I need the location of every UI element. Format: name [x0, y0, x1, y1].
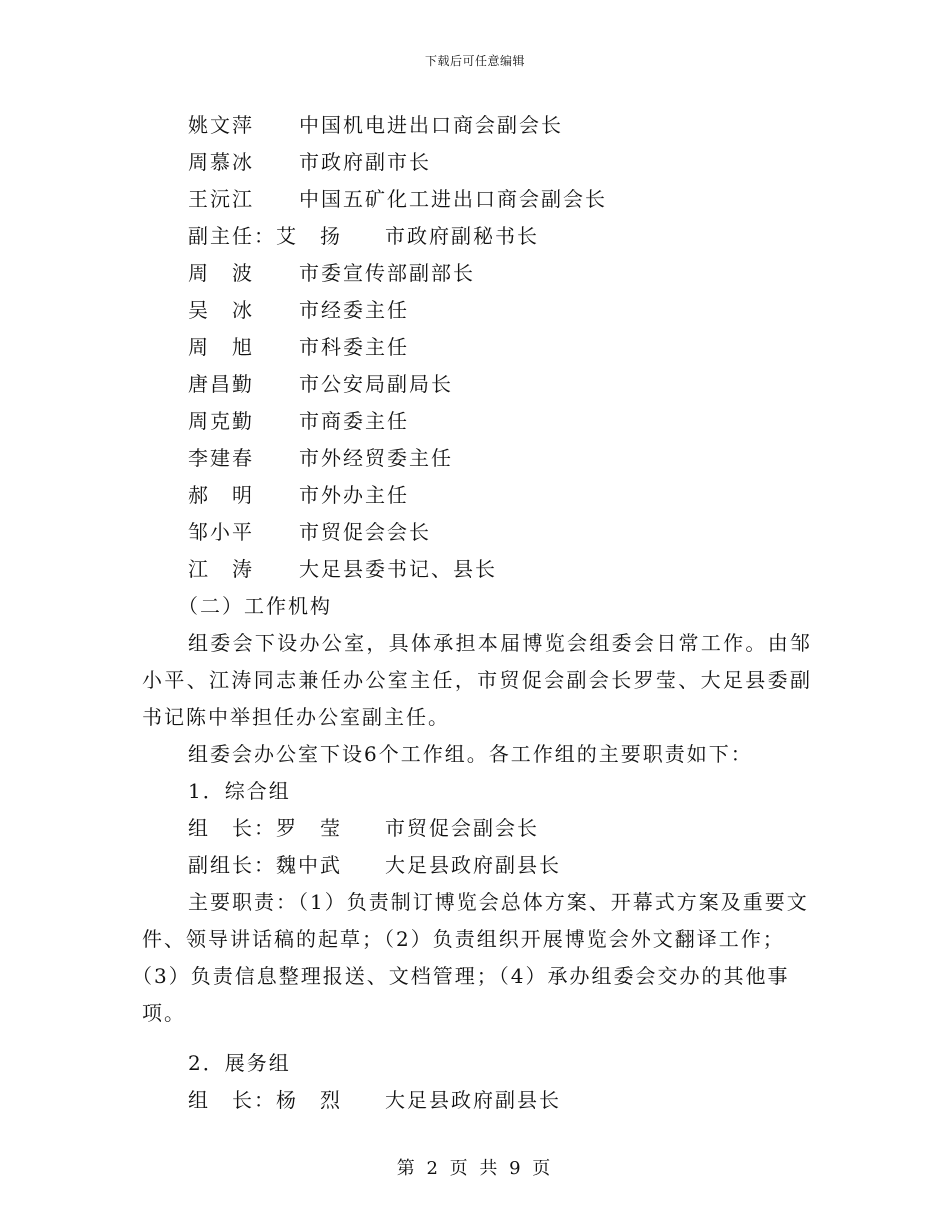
- member-name: 邹小平: [188, 520, 254, 544]
- member-role: 市外办主任: [299, 483, 409, 507]
- member-name: 李建春: [188, 446, 254, 470]
- member-row: [142, 514, 812, 551]
- member-row: [142, 403, 812, 440]
- member-row: [142, 107, 812, 144]
- member-row: [142, 551, 812, 588]
- vice-director-row: [142, 218, 812, 255]
- duties-line: （3）负责信息整理报送、文档管理；（4）承办组委会交办的其他事: [132, 964, 790, 988]
- paragraph-groups-intro: 组委会办公室下设6个工作组。各工作组的主要职责如下：: [188, 742, 753, 766]
- duties-line: 项。: [142, 1001, 186, 1025]
- section-heading: （二）工作机构: [178, 594, 332, 618]
- group-leader-role: 大足县政府副县长: [385, 1088, 561, 1112]
- member-name: 王沅江: [188, 187, 254, 211]
- vice-director-label: 副主任：艾 扬: [188, 224, 342, 248]
- group-leader: 组 长：杨 烈: [188, 1088, 342, 1112]
- member-name: 周克勤: [188, 409, 254, 433]
- group-deputy-row: [142, 847, 812, 884]
- group-deputy-role: 大足县政府副县长: [385, 853, 561, 877]
- document-body: [132, 107, 812, 1119]
- group-leader-role: 市贸促会副会长: [385, 816, 539, 840]
- group-heading: 1．综合组: [188, 779, 291, 803]
- member-row: [142, 440, 812, 477]
- member-role: 市商委主任: [299, 409, 409, 433]
- member-role: 市政府副市长: [299, 150, 431, 174]
- group-deputy: 副组长：魏中武: [188, 853, 342, 877]
- member-row: [142, 144, 812, 181]
- duties-line: 主要职责：（1）负责制订博览会总体方案、开幕式方案及重要文: [188, 890, 809, 914]
- member-role: 市外经贸委主任: [299, 446, 453, 470]
- member-row: [142, 477, 812, 514]
- member-name: 吴 冰: [188, 298, 254, 322]
- member-name: 周慕冰: [188, 150, 254, 174]
- member-name: 姚文萍: [188, 113, 254, 137]
- member-role: 市公安局副局长: [299, 372, 453, 396]
- member-row: [142, 255, 812, 292]
- duties-line: 件、领导讲话稿的起草；（2）负责组织开展博览会外文翻译工作；: [142, 927, 785, 951]
- page-footer: 第 2 页 共 9 页: [396, 1158, 554, 1179]
- member-row: [142, 181, 812, 218]
- member-role: 市贸促会会长: [299, 520, 431, 544]
- member-role: 大足县委书记、县长: [299, 557, 497, 581]
- page-header: 下载后可任意编辑: [424, 54, 525, 68]
- member-role: 市科委主任: [299, 335, 409, 359]
- member-name: 唐昌勤: [188, 372, 254, 396]
- member-row: [142, 329, 812, 366]
- member-role: 中国五矿化工进出口商会副会长: [299, 187, 607, 211]
- group-leader-row: [142, 810, 812, 847]
- member-role: 市经委主任: [299, 298, 409, 322]
- group-leader: 组 长：罗 莹: [188, 816, 342, 840]
- member-role: 市委宣传部副部长: [299, 261, 475, 285]
- member-role: 中国机电进出口商会副会长: [299, 113, 563, 137]
- member-name: 周 波: [188, 261, 254, 285]
- member-row: [142, 366, 812, 403]
- group-heading: 2．展务组: [188, 1051, 291, 1075]
- member-name: 郝 明: [188, 483, 254, 507]
- member-name: 周 旭: [188, 335, 254, 359]
- member-row: [142, 292, 812, 329]
- member-name: 江 涛: [188, 557, 254, 581]
- vice-director-role: 市政府副秘书长: [385, 224, 539, 248]
- paragraph-office: 组委会下设办公室，具体承担本届博览会组委会日常工作。由邹小平、江涛同志兼任办公室主任，市贸促会副会长罗莹、大足县委副书记陈中举担任办公室副主任。: [142, 631, 812, 729]
- group-leader-row: [142, 1082, 812, 1119]
